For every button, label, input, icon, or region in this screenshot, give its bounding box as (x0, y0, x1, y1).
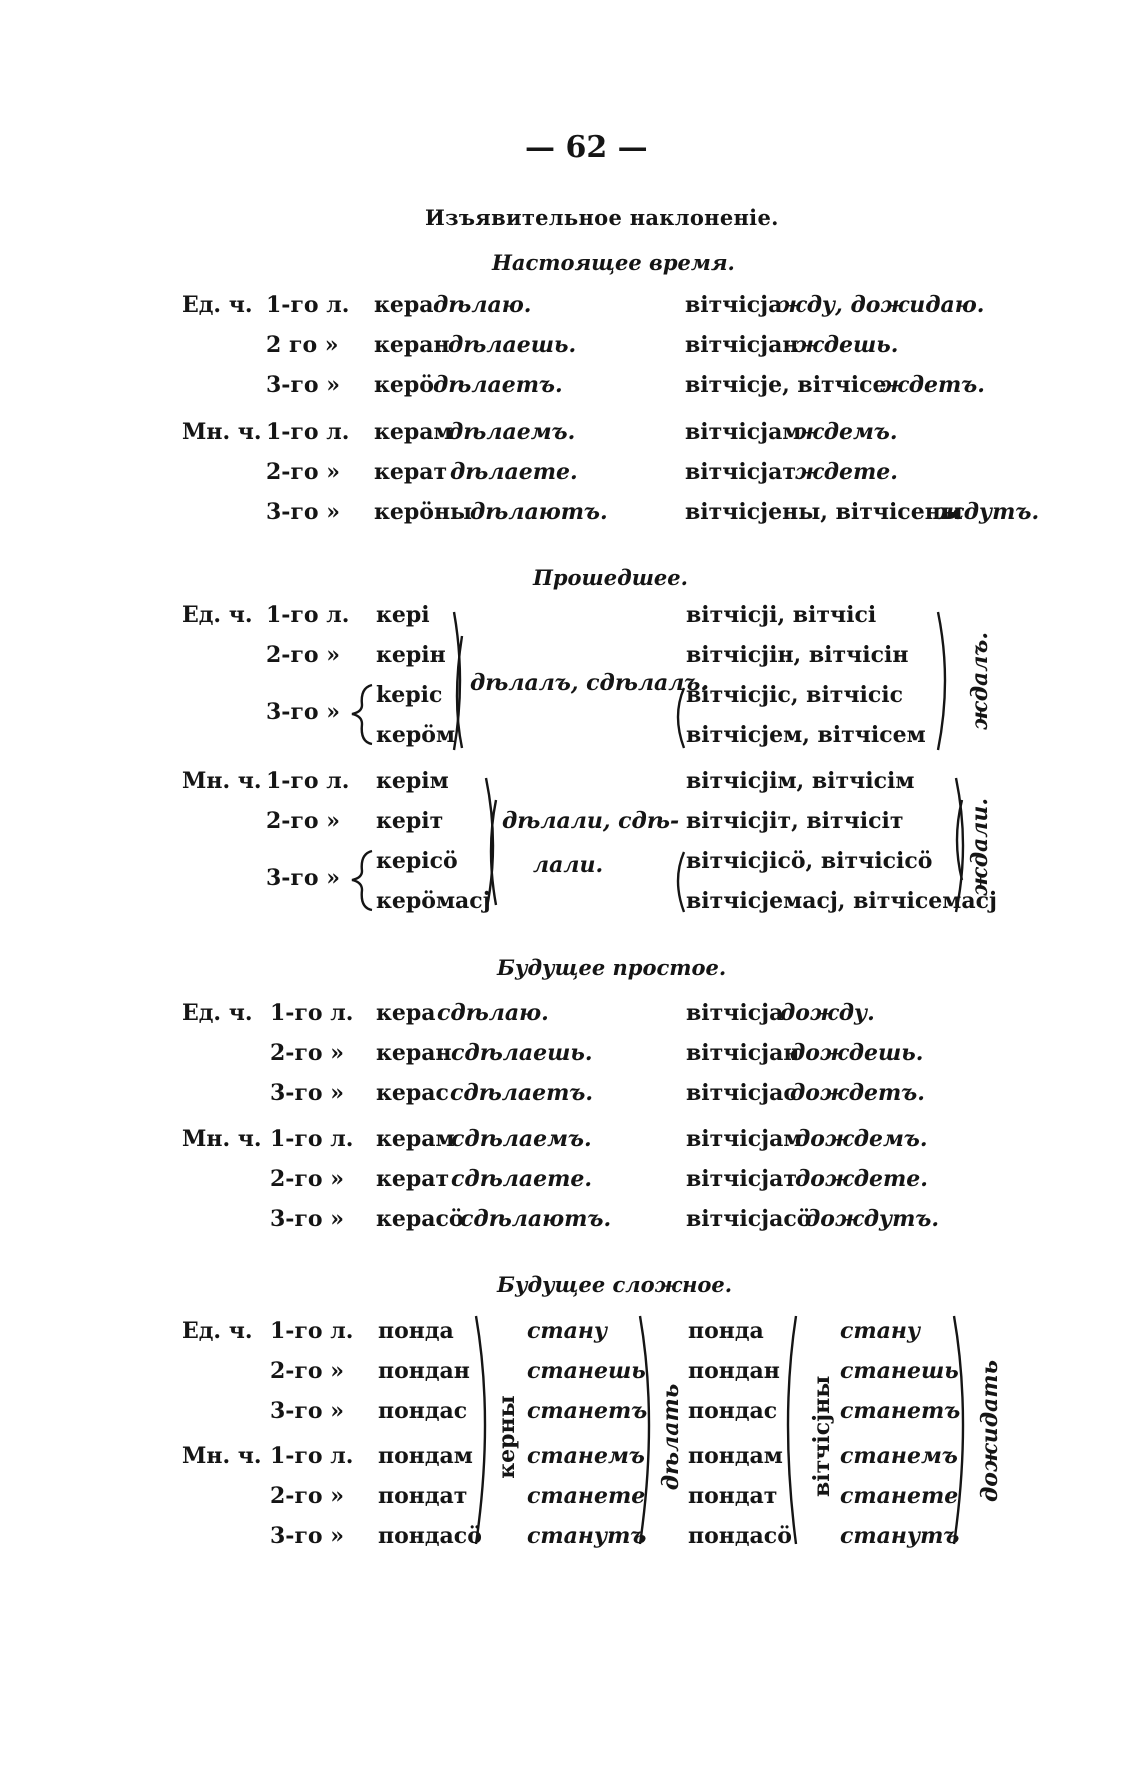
russian-gloss: станутъ (527, 1523, 647, 1549)
auxiliary-2: пондат (688, 1483, 778, 1509)
auxiliary: понда (378, 1318, 454, 1344)
number-label: Мн. ч. (182, 419, 262, 445)
person-label: 1-го л. (270, 1126, 354, 1152)
komi-form-2: вітчісја (686, 1000, 784, 1026)
infinitive-gloss-vertical: дѣлать (658, 1383, 684, 1491)
bracket (352, 851, 372, 910)
komi-form-2: вітчісјасö (686, 1206, 812, 1232)
person-label: 2-го » (270, 1483, 345, 1509)
komi-form-2: вітчісјам (686, 1126, 803, 1152)
person-label: 1-го л. (266, 292, 350, 318)
russian-gloss-2: дожду. (780, 1000, 875, 1026)
russian-gloss: дѣлаютъ. (470, 499, 608, 525)
person-label: 3-го » (270, 1206, 345, 1232)
russian-gloss: дѣлаешь. (448, 332, 577, 358)
person-label: 3-го » (270, 1080, 345, 1106)
russian-gloss: станешь (527, 1358, 646, 1384)
bracket (352, 685, 372, 744)
person-label: 2 го » (266, 332, 339, 358)
section-heading: Изъявительное наклоненіе. (425, 205, 779, 230)
russian-gloss: дѣлалъ, сдѣлалъ. (470, 670, 709, 696)
person-label: 1-го л. (266, 602, 350, 628)
russian-gloss: сдѣлаетъ. (450, 1080, 594, 1106)
komi-form-2: вітчісјі, вітчісі (686, 602, 877, 628)
komi-form-2: вітчісјан (685, 332, 799, 358)
komi-form: керіт (376, 808, 444, 834)
future-compound-title: Будущее сложное. (497, 1272, 733, 1297)
bracket (678, 688, 684, 748)
komi-form-2: вітчісјіт, вітчісіт (686, 808, 904, 834)
russian-gloss: сдѣлаю. (437, 1000, 549, 1026)
bracket (640, 1316, 649, 1544)
komi-form-2: вітчісјат (685, 459, 796, 485)
person-label: 1-го л. (266, 419, 350, 445)
komi-form-2: вітчісјены, вітчісены (685, 499, 963, 525)
komi-form-2: вітчісјін, вітчісін (686, 642, 909, 668)
auxiliary-2: пондасö (688, 1523, 792, 1549)
komi-form-2: вітчісјемасј, вітчісемасј (686, 888, 997, 914)
auxiliary-2: пондам (688, 1443, 783, 1469)
person-label: 2-го » (266, 642, 341, 668)
auxiliary: пондан (378, 1358, 470, 1384)
russian-gloss-2: станутъ (840, 1523, 960, 1549)
person-label: 3-го » (266, 499, 341, 525)
russian-gloss: дѣлаю. (433, 292, 532, 318)
russian-gloss: станетъ (527, 1398, 648, 1424)
bracket (678, 852, 684, 912)
number-label: Ед. ч. (182, 602, 253, 628)
auxiliary: пондасö (378, 1523, 482, 1549)
komi-form: керім (376, 768, 449, 794)
komi-form-2: вітчісјас (686, 1080, 797, 1106)
russian-gloss: лали. (533, 852, 604, 878)
person-label: 3-го » (270, 1523, 345, 1549)
komi-form: керін (376, 642, 446, 668)
number-label: Мн. ч. (182, 1126, 262, 1152)
russian-gloss: дѣлали, сдѣ- (502, 808, 680, 834)
person-label: 1-го л. (266, 768, 350, 794)
komi-form-2: вітчісје, вітчісе (685, 372, 887, 398)
infinitive-vertical: керны (494, 1395, 520, 1479)
komi-form: керам (374, 419, 453, 445)
person-label: 3-го » (270, 1398, 345, 1424)
komi-form: керан (374, 332, 450, 358)
russian-gloss-2: ждетъ. (880, 372, 985, 398)
komi-form: кері (376, 602, 430, 628)
number-label: Мн. ч. (182, 1443, 262, 1469)
page-number: — 62 — (525, 130, 648, 165)
russian-gloss: дѣлаемъ. (448, 419, 576, 445)
russian-gloss: станете (527, 1483, 646, 1509)
komi-form-2: вітчісјіс, вітчісіс (686, 682, 904, 708)
komi-form-2: вітчісјісö, вітчісісö (686, 848, 933, 874)
komi-form: керат (376, 1166, 450, 1192)
russian-gloss: дѣлаете. (450, 459, 578, 485)
russian-gloss-2: дождешь. (790, 1040, 924, 1066)
number-label: Ед. ч. (182, 1318, 253, 1344)
person-label: 2-го » (270, 1040, 345, 1066)
person-label: 1-го л. (270, 1000, 354, 1026)
person-label: 1-го л. (270, 1318, 354, 1344)
komi-form: keріс (376, 682, 443, 708)
russian-gloss-2: ждете. (795, 459, 898, 485)
bracket (788, 1316, 796, 1544)
future-simple-title: Будущее простое. (497, 955, 727, 980)
komi-form: керöны (374, 499, 473, 525)
russian-gloss: стану (527, 1318, 608, 1344)
komi-form: керам (376, 1126, 455, 1152)
russian-gloss-2: жду, дожидаю. (778, 292, 985, 318)
komi-form: кера (374, 292, 434, 318)
komi-form: керас (376, 1080, 449, 1106)
komi-form-2: вітчісјам (685, 419, 802, 445)
person-label: 2-го » (266, 459, 341, 485)
russian-gloss-2: дождете. (795, 1166, 928, 1192)
auxiliary-2: пондан (688, 1358, 780, 1384)
russian-gloss-2: станешь (840, 1358, 959, 1384)
auxiliary: пондас (378, 1398, 468, 1424)
past-title: Прошедшее. (533, 565, 688, 590)
russian-gloss-2: дождутъ. (805, 1206, 940, 1232)
person-label: 2-го » (270, 1166, 345, 1192)
komi-form: керöмасј (376, 888, 491, 914)
auxiliary-2: пондас (688, 1398, 778, 1424)
komi-form: керö (374, 372, 434, 398)
russian-gloss-2: ждутъ. (935, 499, 1040, 525)
russian-gloss-vertical: ждали. (967, 797, 993, 896)
russian-gloss: сдѣлаютъ. (460, 1206, 612, 1232)
russian-gloss-vertical: ждалъ. (967, 631, 993, 730)
infinitive-vertical-2: вітчісјны (809, 1375, 835, 1497)
auxiliary: пондам (378, 1443, 473, 1469)
komi-form: керасö (376, 1206, 464, 1232)
bracket (938, 612, 945, 750)
komi-form-2: вітчісјат (686, 1166, 797, 1192)
person-label: 1-го л. (270, 1443, 354, 1469)
russian-gloss-2: станете (840, 1483, 959, 1509)
bracket (954, 1316, 963, 1544)
number-label: Мн. ч. (182, 768, 262, 794)
russian-gloss: сдѣлаемъ. (451, 1126, 592, 1152)
komi-form: керісö (376, 848, 458, 874)
russian-gloss-2: станетъ (840, 1398, 961, 1424)
russian-gloss: сдѣлаете. (451, 1166, 593, 1192)
russian-gloss-2: ждешь. (795, 332, 899, 358)
person-label: 3-го » (266, 865, 341, 891)
komi-form: кера (376, 1000, 436, 1026)
person-label: 2-го » (266, 808, 341, 834)
russian-gloss-2: стану (840, 1318, 921, 1344)
russian-gloss-2: станемъ (840, 1443, 958, 1469)
russian-gloss: станемъ (527, 1443, 645, 1469)
number-label: Ед. ч. (182, 1000, 253, 1026)
person-label: 3-го » (266, 372, 341, 398)
bracket (476, 1316, 485, 1544)
komi-form-2: вітчісјем, вітчісем (686, 722, 926, 748)
komi-form: керан (376, 1040, 452, 1066)
komi-form-2: вітчісјан (686, 1040, 800, 1066)
infinitive-gloss-vertical-2: дожидать (977, 1359, 1003, 1502)
russian-gloss-2: дождетъ. (790, 1080, 925, 1106)
russian-gloss: дѣлаетъ. (433, 372, 563, 398)
russian-gloss: сдѣлаешь. (451, 1040, 593, 1066)
komi-form-2: вітчісјім, вітчісім (686, 768, 915, 794)
person-label: 3-го » (266, 699, 341, 725)
person-label: 2-го » (270, 1358, 345, 1384)
present-title: Настоящее время. (492, 250, 735, 275)
russian-gloss-2: дождемъ. (795, 1126, 928, 1152)
auxiliary: пондат (378, 1483, 468, 1509)
komi-form: керат (374, 459, 448, 485)
komi-form-2: вітчісја (685, 292, 783, 318)
russian-gloss-2: ждемъ. (795, 419, 898, 445)
auxiliary-2: понда (688, 1318, 764, 1344)
number-label: Ед. ч. (182, 292, 253, 318)
komi-form: керöм (376, 722, 456, 748)
